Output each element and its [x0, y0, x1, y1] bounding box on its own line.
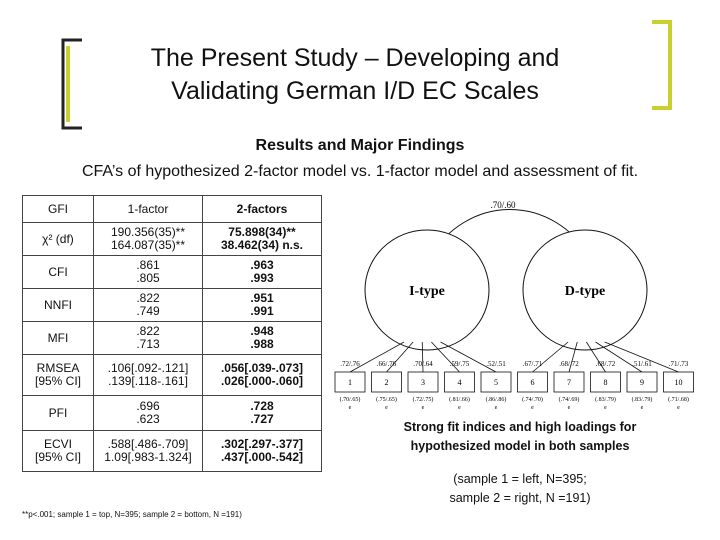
error-label: e — [421, 405, 425, 411]
two-factor-value-line: .948 — [250, 324, 274, 338]
two-factor-value-line: .991 — [250, 304, 274, 318]
loading-label: .67/.71 — [522, 360, 543, 368]
row-label-line: CFI — [48, 264, 68, 279]
two-factor-value-line: .727 — [250, 412, 274, 426]
two-factor-value-line: .302[.297-.377] — [220, 437, 304, 451]
error-label: e — [458, 405, 461, 411]
row-label-line: [95% CI] — [34, 450, 82, 464]
one-factor-value-line: .749 — [136, 304, 160, 318]
one-factor-value-line: .822 — [136, 324, 160, 338]
one-factor-value-line: 190.356(35)** — [110, 225, 186, 239]
findings-line-1: Strong fit indices and high loadings for — [403, 420, 637, 434]
one-factor-value-line: .861 — [136, 258, 160, 272]
header-2-factors: 2-factors — [203, 196, 322, 223]
item-label: 10 — [674, 378, 683, 387]
row-label — [23, 223, 94, 256]
one-factor-value-line: .588[.486-.709] — [107, 437, 189, 451]
one-factor-value — [94, 396, 203, 431]
residual-label: (.74/.70) — [522, 397, 543, 403]
row-label — [23, 355, 94, 396]
one-factor-value — [94, 223, 203, 256]
header-1-factor: 1-factor — [94, 196, 203, 223]
two-factor-value-line: 75.898(34)** — [228, 225, 296, 239]
title-line-1: The Present Study – Developing and — [150, 44, 560, 72]
two-factor-value-line: .988 — [250, 337, 274, 351]
table-row — [23, 396, 322, 431]
item-label: 6 — [530, 378, 535, 387]
row-label-line: RMSEA — [36, 361, 80, 375]
row-label — [23, 396, 94, 431]
table-row — [23, 355, 322, 396]
one-factor-value — [94, 289, 203, 322]
row-label-line: MFI — [47, 330, 69, 345]
two-factor-value-line: .993 — [250, 271, 274, 285]
one-factor-value-line: .139[.118-.161] — [108, 374, 188, 388]
row-label-line: ECVI — [43, 437, 72, 451]
error-label: e — [677, 405, 680, 411]
one-factor-value-line: 164.087(35)** — [110, 238, 186, 252]
row-label-line: χ² (df) — [42, 231, 74, 246]
one-factor-value — [94, 322, 203, 355]
two-factor-value — [203, 256, 322, 289]
two-factor-value-line: .951 — [250, 291, 274, 305]
two-factor-value — [203, 223, 322, 256]
error-label: e — [567, 405, 571, 411]
i-type-label: I-type — [409, 284, 445, 299]
loading-label: .52/.51 — [486, 360, 506, 368]
header-gfi: GFI — [23, 196, 94, 223]
row-label-line: NNFI — [44, 297, 72, 312]
one-factor-value-line: .106[.092-.121] — [107, 361, 189, 375]
item-label: 1 — [348, 378, 352, 387]
results-heading: Results and Major Findings — [255, 137, 465, 154]
row-label-line: [95% CI] — [34, 374, 82, 388]
right-bracket-decoration — [650, 20, 674, 112]
table-header-row — [23, 196, 322, 223]
footnote: **p<.001; sample 1 = top, N=395; sample 2 = bottom, N =191) — [22, 510, 242, 519]
residual-label: (.70/.65) — [339, 397, 361, 403]
fit-indices-table — [22, 195, 322, 472]
item-label: 5 — [494, 378, 498, 387]
table-row — [23, 322, 322, 355]
residual-label: (.74/.69) — [558, 397, 580, 403]
sample-note-line-2: sample 2 = right, N =191) — [449, 491, 591, 505]
residual-label: (.83/.79) — [631, 397, 653, 403]
item-label: 2 — [384, 378, 389, 387]
loading-label: .71/.73 — [668, 360, 689, 368]
title-line-2: Validating German I/D EC Scales — [171, 77, 539, 105]
loading-label: .70/.64 — [413, 360, 433, 368]
two-factor-value — [203, 396, 322, 431]
item-label: 9 — [640, 378, 644, 387]
one-factor-value-line: 1.09[.983-1.324] — [104, 450, 192, 464]
row-label — [23, 431, 94, 472]
two-factor-value-line: 38.462(34) n.s. — [220, 238, 304, 252]
row-label — [23, 322, 94, 355]
one-factor-value-line: .696 — [136, 399, 160, 413]
residual-label: (.81/.66) — [449, 397, 470, 403]
error-label: e — [604, 405, 607, 411]
one-factor-value — [94, 256, 203, 289]
two-factor-value-line: .056[.039-.073] — [220, 361, 304, 375]
item-label: 4 — [457, 378, 462, 387]
item-label: 8 — [603, 378, 608, 387]
error-label: e — [348, 405, 352, 411]
two-factor-value-line: .963 — [250, 258, 274, 272]
item-label: 7 — [567, 378, 571, 387]
residual-label: (.72/.75) — [412, 397, 434, 403]
cfa-path-diagram — [315, 200, 710, 415]
error-label: e — [385, 405, 388, 411]
left-bracket-decoration — [60, 38, 84, 130]
row-label — [23, 256, 94, 289]
findings-summary — [375, 418, 665, 456]
residual-label: (.86/.86) — [485, 397, 507, 403]
two-factor-value-line: .728 — [250, 399, 274, 413]
loading-label: .51/.61 — [632, 360, 652, 368]
one-factor-value-line: .805 — [136, 271, 160, 285]
findings-line-2: hypothesized model in both samples — [410, 439, 630, 453]
residual-label: (.75/.65) — [376, 397, 397, 403]
loading-label: .66/.76 — [376, 360, 397, 368]
row-label — [23, 289, 94, 322]
error-label: e — [494, 405, 498, 411]
loading-label: .68/.72 — [559, 360, 579, 368]
factor-correlation: .70/.60 — [490, 200, 516, 210]
two-factor-value-line: .026[.000-.060] — [220, 374, 304, 388]
one-factor-value-line: .623 — [136, 412, 160, 426]
table-row — [23, 256, 322, 289]
cfa-subheading: CFA’s of hypothesized 2-factor model vs. 1-factor model and assessment of fit. — [81, 163, 639, 180]
error-label: e — [640, 405, 644, 411]
row-label-line: PFI — [48, 405, 68, 420]
one-factor-value-line: .713 — [136, 337, 160, 351]
one-factor-value — [94, 355, 203, 396]
table-row — [23, 289, 322, 322]
error-label: e — [531, 405, 534, 411]
sample-note-line-1: (sample 1 = left, N=395; — [453, 472, 587, 486]
loading-label: .59/.75 — [449, 360, 470, 368]
loading-label: .68/.72 — [595, 360, 616, 368]
item-label: 3 — [421, 378, 425, 387]
table-row — [23, 431, 322, 472]
two-factor-value — [203, 322, 322, 355]
loading-label: .72/.76 — [340, 360, 360, 368]
two-factor-value — [203, 431, 322, 472]
one-factor-value-line: .822 — [136, 291, 160, 305]
residual-label: (.83/.79) — [595, 397, 616, 403]
d-type-label: D-type — [564, 284, 606, 299]
table-row — [23, 223, 322, 256]
two-factor-value — [203, 289, 322, 322]
page-title — [100, 42, 610, 108]
two-factor-value — [203, 355, 322, 396]
two-factor-value-line: .437[.000-.542] — [220, 450, 304, 464]
residual-label: (.71/.68) — [668, 397, 689, 403]
sample-note — [400, 470, 640, 508]
one-factor-value — [94, 431, 203, 472]
